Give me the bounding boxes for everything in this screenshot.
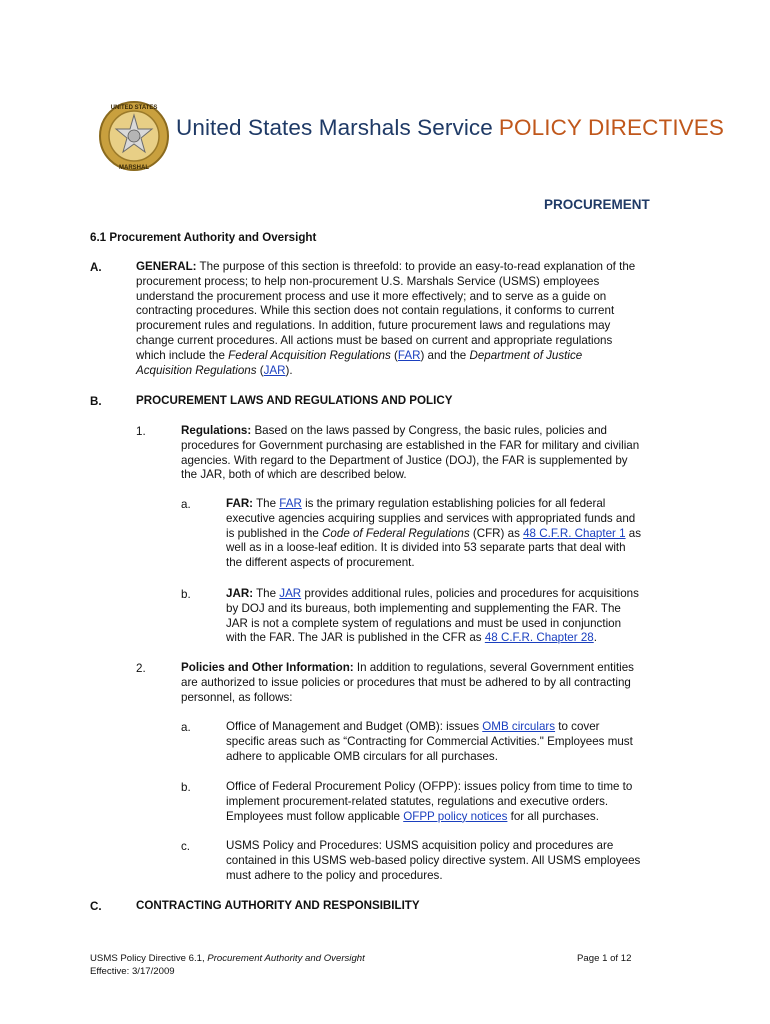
cfr-chapter-1-link[interactable]: 48 C.F.R. Chapter 1 — [523, 526, 626, 540]
item-2b-marker: b. — [181, 781, 191, 794]
section-b-marker: B. — [90, 395, 102, 408]
section-c-marker: C. — [90, 900, 102, 913]
ofpp-paragraph — [226, 780, 696, 824]
text-line: adhere to applicable OMB circulars for all purchases. — [226, 749, 498, 763]
header-brand: United States Marshals Service — [176, 115, 493, 140]
item-2a-marker: a. — [181, 721, 191, 734]
text-fragment: The — [253, 587, 280, 600]
omb-circulars-link[interactable]: OMB circulars — [482, 720, 556, 733]
text-fragment: which include the — [136, 348, 229, 362]
text-line: specific areas such as “Contracting for Commercial Activities." Employees must — [226, 734, 633, 748]
cfr-chapter-28-link[interactable]: 48 C.F.R. Chapter 28 — [484, 631, 594, 645]
subsection-heading: 6.1 Procurement Authority and Oversight — [90, 231, 317, 244]
section-c-heading: CONTRACTING AUTHORITY AND RESPONSIBILITY — [136, 899, 420, 912]
text-fragment: Employees must follow applicable — [226, 809, 404, 823]
footer-left — [90, 953, 365, 978]
seal-text-bottom: MARSHAL — [119, 165, 149, 171]
text-line: contained in this USMS web-based policy directive system. All USMS employees — [226, 853, 641, 867]
text-fragment: ( — [256, 363, 264, 377]
text-line: procedures for Government purchasing are established in the FAR for military and civilian — [181, 438, 640, 452]
text-line: understand the procurement process and use it more effectively; and to serve as a guide on — [136, 289, 607, 303]
item-1a-marker: a. — [181, 498, 191, 511]
jar-link[interactable]: JAR — [279, 587, 302, 600]
text-fragment: as — [625, 526, 642, 540]
text-line: well as in a loose-leaf edition. It is divided into 53 separate parts that deal with — [226, 541, 626, 555]
text-fragment: ) and the — [420, 348, 470, 362]
text-line: the JAR, both of which are described below. — [181, 468, 407, 482]
usms-seal-logo — [98, 98, 170, 174]
item-2-heading: Policies and Other Information: — [181, 661, 354, 674]
text-fragment: The — [253, 497, 280, 510]
text-line: by DOJ and its bureaus, both implementing and supplementing the FAR. The — [226, 601, 621, 615]
text-emphasis: Federal Acquisition Regulations — [228, 348, 391, 362]
far-heading: FAR: — [226, 497, 254, 510]
text-emphasis: Acquisition Regulations — [136, 363, 257, 377]
text-line: change current procedures. All actions must be based on current and appropriate regulations — [136, 333, 613, 347]
text-fragment: for all purchases. — [507, 809, 599, 823]
item-2c-marker: c. — [181, 840, 191, 853]
section-a-marker: A. — [90, 261, 102, 274]
omb-paragraph — [226, 720, 696, 764]
text-fragment: ). — [285, 363, 293, 377]
text-line: In addition to regulations, several Government entities — [353, 661, 634, 674]
page-title: PROCUREMENT — [544, 197, 650, 212]
text-line: JAR is not a complete system of regulations and must be used in conjunction — [226, 616, 622, 630]
far-paragraph — [226, 497, 696, 571]
section-a-paragraph — [136, 260, 696, 378]
text-line: procurement rules and regulations. In addition, future procurement laws and regulations may — [136, 319, 611, 333]
text-fragment: (CFR) as — [469, 526, 524, 540]
section-a-heading: GENERAL: — [136, 260, 197, 273]
text-emphasis: Code of Federal Regulations — [322, 526, 470, 540]
text-line: Office of Federal Procurement Policy (OFPP): issues policy from time to time to — [226, 780, 633, 793]
item-1b-marker: b. — [181, 588, 191, 601]
item-1-marker: 1. — [136, 425, 146, 438]
text-fragment: to cover — [555, 720, 600, 733]
item-1-paragraph — [181, 424, 701, 483]
text-line: procurement process; to help non-procurement U.S. Marshals Service (USMS) employees — [136, 274, 600, 288]
header-directive: POLICY DIRECTIVES — [498, 115, 724, 140]
seal-text-top: UNITED STATES — [110, 105, 158, 111]
footer-directive-title: Procurement Authority and Oversight — [207, 953, 365, 964]
section-b-heading: PROCUREMENT LAWS AND REGULATIONS AND POLICY — [136, 394, 453, 407]
header-title — [176, 115, 724, 141]
text-fragment: is published in the — [226, 526, 323, 540]
jar-paragraph — [226, 587, 696, 646]
ofpp-policy-notices-link[interactable]: OFPP policy notices — [403, 809, 508, 823]
text-line: USMS Policy and Procedures: USMS acquisition policy and procedures are — [226, 839, 614, 852]
text-line: the different aspects of procurement. — [226, 556, 415, 570]
text-line: agencies. With regard to the Department of Justice (DOJ), the FAR is supplemented by — [181, 453, 628, 467]
footer-effective-date: Effective: 3/17/2009 — [90, 965, 175, 977]
footer-page-number: Page 1 of 12 — [577, 953, 632, 964]
jar-link[interactable]: JAR — [263, 363, 286, 377]
far-link[interactable]: FAR — [279, 497, 302, 510]
text-fragment: Office of Management and Budget (OMB): issues — [226, 720, 483, 733]
text-fragment: ( — [390, 348, 398, 362]
text-line: implement procurement-related statutes, regulations and executive orders. — [226, 794, 609, 808]
item-1-heading: Regulations: — [181, 424, 252, 437]
text-line: Based on the laws passed by Congress, the basic rules, policies and — [251, 424, 607, 437]
text-line: are authorized to issue policies or procedures that must be adhered to by all contracting — [181, 675, 631, 689]
text-line: must adhere to the policy and procedures. — [226, 868, 443, 882]
text-line: personnel, as follows: — [181, 690, 293, 704]
text-fragment: . — [593, 631, 597, 645]
footer-directive: USMS Policy Directive 6.1, — [90, 953, 208, 964]
text-fragment: provides additional rules, policies and procedures for acquisitions — [301, 587, 639, 600]
text-fragment: is the primary regulation establishing policies for all federal — [301, 497, 606, 510]
jar-heading: JAR: — [226, 587, 254, 600]
text-line: executive agencies acquiring supplies and services with appropriated funds and — [226, 511, 636, 525]
usms-policy-paragraph — [226, 839, 696, 883]
item-2-paragraph — [181, 661, 701, 705]
text-emphasis: Department of Justice — [469, 348, 583, 362]
far-link[interactable]: FAR — [397, 348, 421, 362]
text-line: contracting procedures. While this section does not contain regulations, it conforms to current — [136, 304, 615, 318]
text-line: The purpose of this section is threefold: to provide an easy-to-read explanation of the — [196, 260, 636, 273]
text-fragment: with the FAR. The JAR is published in the CFR as — [226, 631, 485, 645]
item-2-marker: 2. — [136, 662, 146, 675]
